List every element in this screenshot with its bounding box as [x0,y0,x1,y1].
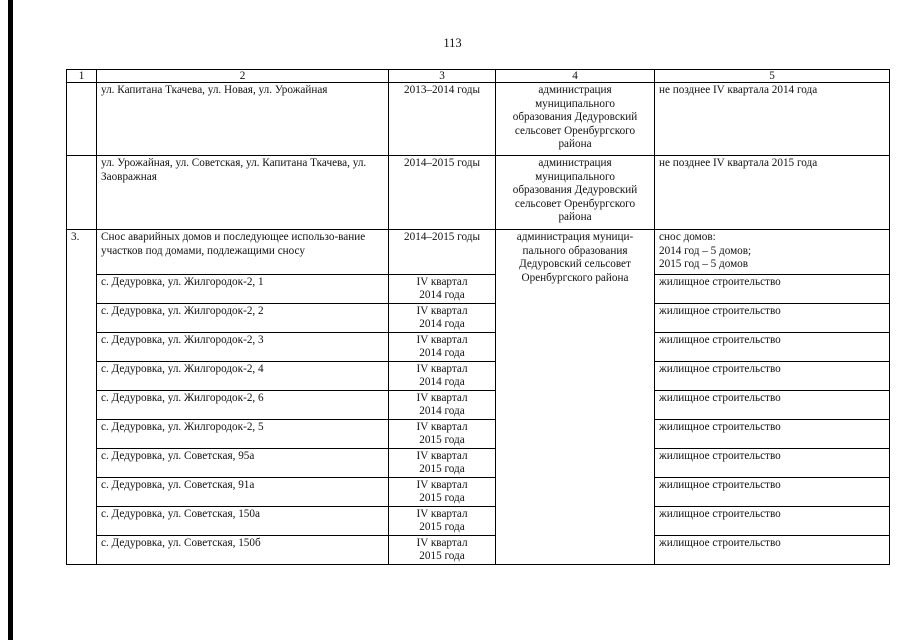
responsible-line: образования Дедуровский [512,111,638,123]
quarter-label: IV квартал [416,334,468,346]
year-label: 2015 года [419,520,465,533]
year-label: 2015 года [419,462,465,475]
quarter-label: IV квартал [416,392,468,404]
address-cell: с. Дедуровка, ул. Жилгородок-2, 2 [97,304,389,333]
column-number: 5 [655,70,890,83]
column-number: 4 [496,70,655,83]
period-cell: 2014–2015 годы [389,156,496,230]
table-row [67,449,890,478]
address-cell: с. Дедуровка, ул. Советская, 150б [97,536,389,565]
responsible-cell [496,83,655,156]
use-cell: жилищное строительство [655,391,890,420]
responsible-line: муниципального [535,170,615,183]
quarter-label: IV квартал [416,363,468,375]
table-row [67,275,890,304]
quarter-label: IV квартал [416,421,468,433]
column-number: 2 [97,70,389,83]
empty-cell [67,156,97,230]
binding-edge [8,0,13,640]
section-title: Снос аварийных домов и последующее использо-вание участков под домами, подлежащими сносу [97,230,389,275]
empty-cell [67,83,97,156]
use-cell: жилищное строительство [655,420,890,449]
quarter-label: IV квартал [416,305,468,317]
use-cell: жилищное строительство [655,536,890,565]
quarter-label: IV квартал [416,508,468,520]
responsible-line: администрация [538,157,612,169]
section-row [67,230,890,275]
table-row [67,391,890,420]
responsible-line: администрация муници- [516,231,634,243]
year-label: 2015 года [419,491,465,504]
use-cell: жилищное строительство [655,507,890,536]
responsible-line: пального образования [522,244,628,257]
section-number: 3. [67,230,97,565]
quarter-cell [389,507,496,536]
responsible-cell [496,230,655,565]
location-cell: ул. Капитана Ткачева, ул. Новая, ул. Урожайная [97,83,389,156]
result-line: снос домов: [659,231,716,243]
responsible-line: Дедуровский сельсовет [519,258,631,270]
responsible-line: Оренбургского района [521,271,629,284]
quarter-label: IV квартал [416,276,468,288]
year-label: 2014 года [419,404,465,417]
table-row [67,362,890,391]
column-number-row [67,70,890,83]
responsible-line: сельсовет Оренбургского [514,197,636,210]
responsible-line: района [558,138,592,150]
table-row [67,507,890,536]
address-cell: с. Дедуровка, ул. Жилгородок-2, 6 [97,391,389,420]
use-cell: жилищное строительство [655,478,890,507]
quarter-cell [389,275,496,304]
quarter-cell [389,362,496,391]
location-cell: ул. Урожайная, ул. Советская, ул. Капитана Ткачева, ул. Заовражная [97,156,389,230]
quarter-cell [389,391,496,420]
use-cell: жилищное строительство [655,449,890,478]
responsible-line: образования Дедуровский [512,184,638,196]
quarter-cell [389,420,496,449]
table-row [67,420,890,449]
year-label: 2014 года [419,317,465,330]
table-row [67,83,890,156]
use-cell: жилищное строительство [655,333,890,362]
plan-table [66,69,890,565]
responsible-line: муниципального [535,97,615,110]
address-cell: с. Дедуровка, ул. Советская, 150а [97,507,389,536]
result-line: 2014 год – 5 домов; [659,244,752,257]
quarter-cell [389,449,496,478]
year-label: 2014 года [419,346,465,359]
address-cell: с. Дедуровка, ул. Жилгородок-2, 3 [97,333,389,362]
result-cell: не позднее IV квартала 2015 года [655,156,890,230]
address-cell: с. Дедуровка, ул. Жилгородок-2, 1 [97,275,389,304]
responsible-cell [496,156,655,230]
address-cell: с. Дедуровка, ул. Жилгородок-2, 4 [97,362,389,391]
result-cell: не позднее IV квартала 2014 года [655,83,890,156]
column-number: 3 [389,70,496,83]
result-line: 2015 год – 5 домов [659,258,749,270]
address-cell: с. Дедуровка, ул. Советская, 91а [97,478,389,507]
period-cell: 2014–2015 годы [389,230,496,275]
year-label: 2014 года [419,375,465,388]
responsible-line: администрация [538,84,612,96]
quarter-label: IV квартал [416,537,468,549]
table-row [67,156,890,230]
year-label: 2015 года [419,433,465,446]
year-label: 2014 года [419,288,465,301]
quarter-cell [389,333,496,362]
column-number: 1 [67,70,97,83]
table-row [67,536,890,565]
quarter-cell [389,536,496,565]
page-number: 113 [443,36,462,50]
table-row [67,333,890,362]
table-row [67,304,890,333]
use-cell: жилищное строительство [655,275,890,304]
quarter-cell [389,304,496,333]
quarter-label: IV квартал [416,479,468,491]
responsible-line: сельсовет Оренбургского [514,124,636,137]
result-cell [655,230,890,275]
use-cell: жилищное строительство [655,304,890,333]
use-cell: жилищное строительство [655,362,890,391]
quarter-label: IV квартал [416,450,468,462]
period-cell: 2013–2014 годы [389,83,496,156]
table-row [67,478,890,507]
address-cell: с. Дедуровка, ул. Советская, 95а [97,449,389,478]
quarter-cell [389,478,496,507]
responsible-line: района [558,211,592,223]
address-cell: с. Дедуровка, ул. Жилгородок-2, 5 [97,420,389,449]
year-label: 2015 года [419,549,465,562]
